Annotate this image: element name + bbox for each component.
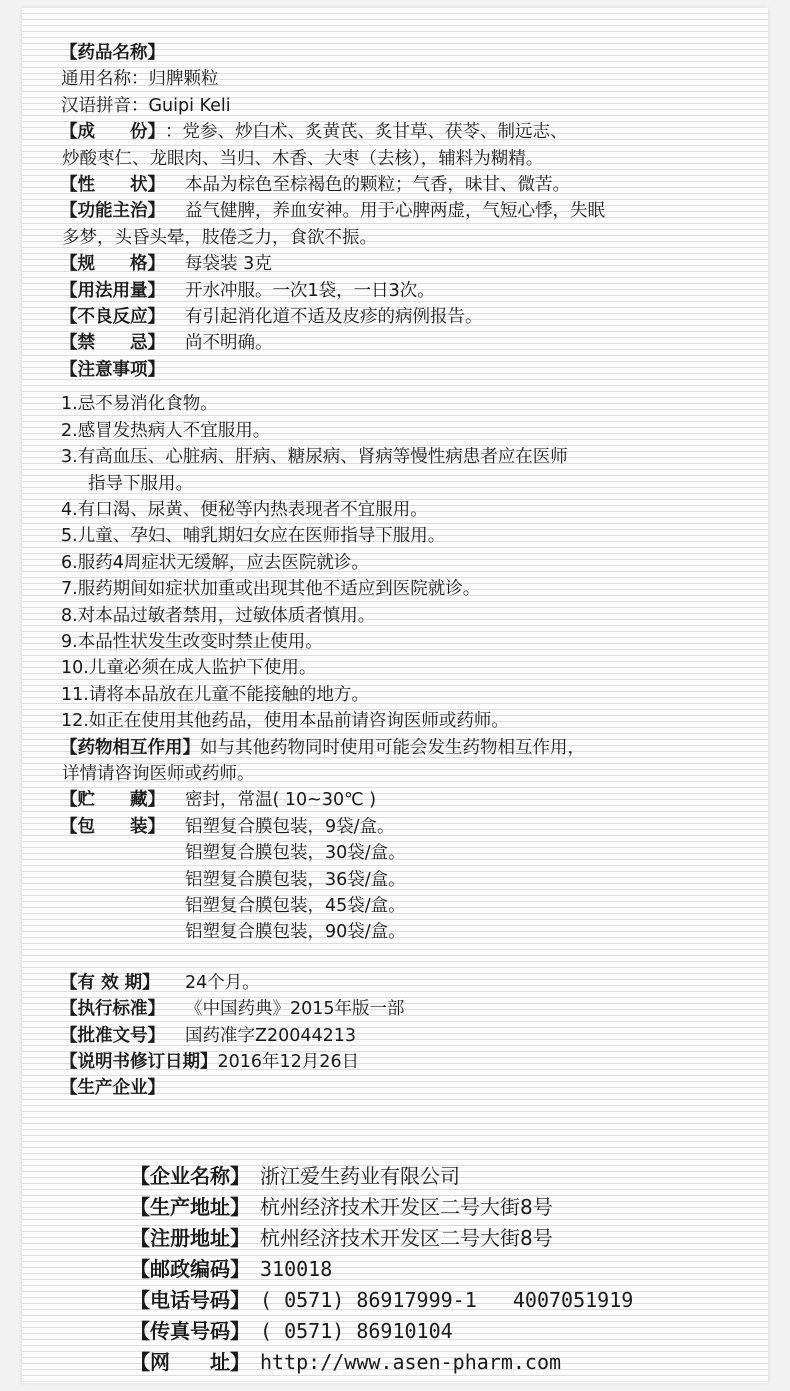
- approval-label: 【批准文号】: [60, 1025, 165, 1046]
- postcode-label: 【邮政编码】: [130, 1257, 250, 1281]
- phone-number: ( 0571) 86917999-1 4007051919: [260, 1288, 634, 1312]
- precautions-heading: 【注意事项】: [60, 359, 165, 380]
- packaging-item: 铝塑复合膜包装，90袋/盒。: [185, 922, 406, 943]
- registered-address-row: [130, 1223, 750, 1254]
- contraindication-label: 【禁 忌】: [60, 333, 165, 354]
- approval-text: 国药准字Z20044213: [185, 1025, 357, 1046]
- generic-name: 通用名称：归脾颗粒: [61, 69, 219, 90]
- packaging-row: [60, 814, 750, 840]
- company-name: 浙江爱生药业有限公司: [260, 1164, 460, 1188]
- packaging-item: 铝塑复合膜包装，30袋/盒。: [185, 843, 406, 864]
- adverse-text: 有引起消化道不适及皮疹的病例报告。: [185, 307, 483, 328]
- fax-row: [130, 1316, 750, 1347]
- fax-number: ( 0571) 86910104: [260, 1319, 453, 1343]
- website-row: [130, 1347, 750, 1378]
- packaging-item: 铝塑复合膜包装，36袋/盒。: [185, 869, 406, 890]
- adverse-row: [60, 304, 750, 330]
- phone-row: [130, 1285, 750, 1316]
- ingredients-row: [60, 119, 750, 145]
- company-name-label: 【企业名称】: [130, 1164, 250, 1188]
- dosage-row: [60, 278, 750, 304]
- company-info: [130, 1161, 750, 1378]
- indications-row: [60, 198, 750, 224]
- packaging-item: 铝塑复合膜包装，9袋/盒。: [185, 816, 395, 837]
- precaution-item: 3.有高血压、心脏病、肝病、糖尿病、肾病等慢性病患者应在医师: [61, 447, 568, 468]
- company-name-row: [130, 1161, 750, 1192]
- interaction-label: 【药物相互作用】: [60, 737, 200, 758]
- contraindication-row: [60, 330, 750, 356]
- production-address-label: 【生产地址】: [130, 1195, 250, 1219]
- standard-text: 《中国药典》2015年版一部: [185, 999, 405, 1020]
- precaution-item: 6.服药4周症状无缓解，应去医院就诊。: [61, 552, 369, 573]
- spec-row: [60, 251, 750, 277]
- dosage-text: 开水冲服。一次1袋，一日3次。: [185, 280, 435, 301]
- packaging-item: 铝塑复合膜包装，45袋/盒。: [185, 896, 406, 916]
- manufacturer-heading: 【生产企业】: [60, 1078, 165, 1099]
- properties-text: 本品为棕色至棕褐色的颗粒；气香，味甘、微苦。: [185, 175, 570, 196]
- indications-text-cont: 多梦，头昏头晕，肢倦乏力，食欲不振。: [62, 227, 377, 248]
- fax-label: 【传真号码】: [130, 1319, 250, 1343]
- dosage-label: 【用法用量】: [60, 280, 165, 301]
- production-address-row: [130, 1192, 750, 1223]
- validity-text: 24个月。: [185, 972, 260, 993]
- standard-row: [60, 996, 750, 1022]
- spec-label: 【规 格】: [60, 254, 165, 275]
- ingredients-text: ：党参、炒白术、炙黄芪、炙甘草、茯苓、制远志、: [165, 122, 568, 143]
- interaction-text: 如与其他药物同时使用可能会发生药物相互作用，: [200, 737, 585, 758]
- interaction-text-cont: 详情请咨询医师或药师。: [62, 763, 255, 784]
- standard-label: 【执行标准】: [60, 999, 165, 1020]
- drug-name-heading: 【药品名称】: [60, 43, 165, 63]
- registered-address: 杭州经济技术开发区二号大街8号: [260, 1226, 553, 1250]
- adverse-label: 【不良反应】: [60, 307, 165, 328]
- storage-label: 【贮 藏】: [60, 790, 165, 811]
- postcode: 310018: [260, 1257, 333, 1281]
- indications-text: 益气健脾，养血安神。用于心脾两虚，气短心悸，失眠: [185, 201, 605, 222]
- ingredients-label: 【成 份】: [60, 122, 165, 143]
- precaution-item: 2.感冒发热病人不宜服用。: [61, 420, 271, 441]
- website-url[interactable]: http://www.asen-pharm.com: [260, 1350, 562, 1374]
- packaging-label: 【包 装】: [60, 816, 165, 837]
- storage-text: 密封，常温( 10~30℃ ): [185, 790, 377, 811]
- precaution-item: 5.儿童、孕妇、哺乳期妇女应在医师指导下服用。: [61, 526, 446, 547]
- leaflet-body: [60, 40, 750, 1102]
- phone-label: 【电话号码】: [130, 1288, 250, 1312]
- revision-label: 【说明书修订日期】: [60, 1052, 218, 1073]
- ingredients-text-cont: 炒酸枣仁、龙眼肉、当归、木香、大枣（去核），辅料为糊精。: [62, 148, 544, 169]
- precaution-item: 12.如正在使用其他药品，使用本品前请咨询医师或药师。: [61, 711, 509, 732]
- validity-row: [60, 970, 750, 996]
- precaution-item: 1.忌不易消化食物。: [61, 394, 218, 415]
- revision-row: [60, 1049, 750, 1075]
- registered-address-label: 【注册地址】: [130, 1226, 250, 1250]
- revision-text: 2016年12月26日: [217, 1052, 360, 1073]
- precaution-item: 10.儿童必须在成人监护下使用。: [61, 658, 317, 679]
- indications-label: 【功能主治】: [60, 201, 165, 222]
- spec-text: 每袋装 3克: [185, 254, 272, 275]
- postcode-row: [130, 1254, 750, 1285]
- properties-label: 【性 状】: [60, 175, 165, 196]
- interaction-row: [60, 735, 750, 761]
- precaution-item: 4.有口渴、尿黄、便秘等内热表现者不宜服用。: [61, 499, 428, 520]
- precaution-item: 11.请将本品放在儿童不能接触的地方。: [61, 684, 369, 705]
- storage-row: [60, 787, 750, 813]
- properties-row: [60, 172, 750, 198]
- precaution-item: 9.本品性状发生改变时禁止使用。: [61, 631, 323, 652]
- production-address: 杭州经济技术开发区二号大街8号: [260, 1195, 553, 1219]
- validity-label: 【有 效 期】: [60, 972, 160, 993]
- precaution-item-cont: 指导下服用。: [88, 473, 193, 494]
- precaution-item: 7.服药期间如症状加重或出现其他不适应到医院就诊。: [61, 579, 481, 600]
- precaution-item: 8.对本品过敏者禁用，过敏体质者慎用。: [61, 605, 376, 626]
- pinyin-name: 汉语拼音：Guipi Keli: [61, 95, 231, 116]
- approval-row: [60, 1023, 750, 1049]
- website-label: 【网 址】: [130, 1350, 250, 1374]
- contraindication-text: 尚不明确。: [185, 333, 273, 354]
